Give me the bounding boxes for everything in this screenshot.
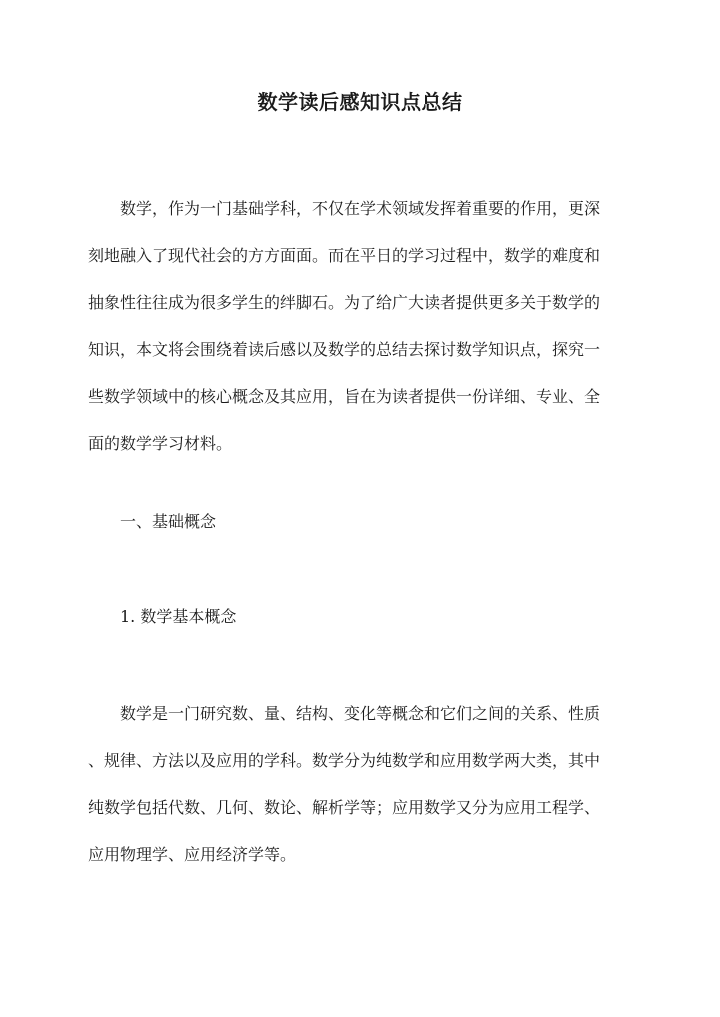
subsection-heading: 1. 数学基本概念 — [120, 607, 237, 626]
body-line-2: 、规律、方法以及应用的学科。数学分为纯数学和应用数学两大类，其中 — [88, 751, 601, 770]
intro-line-3: 抽象性往往成为很多学生的绊脚石。为了给广大读者提供更多关于数学的 — [88, 293, 601, 312]
intro-line-5: 些数学领域中的核心概念及其应用，旨在为读者提供一份详细、专业、全 — [88, 387, 601, 406]
intro-line-2: 刻地融入了现代社会的方方面面。而在平日的学习过程中，数学的难度和 — [88, 246, 601, 265]
intro-line-4: 知识，本文将会围绕着读后感以及数学的总结去探讨数学知识点，探究一 — [88, 340, 601, 359]
body-line-3: 纯数学包括代数、几何、数论、解析学等；应用数学又分为应用工程学、 — [88, 798, 601, 817]
body-paragraph — [88, 690, 633, 878]
intro-line-1: 数学，作为一门基础学科，不仅在学术领域发挥着重要的作用，更深 — [120, 199, 601, 218]
section-heading: 一、基础概念 — [120, 512, 217, 531]
document-title: 数学读后感知识点总结 — [257, 90, 463, 114]
body-line-1: 数学是一门研究数、量、结构、变化等概念和它们之间的关系、性质 — [120, 704, 601, 723]
intro-line-6: 面的数学学习材料。 — [88, 434, 233, 453]
body-line-4: 应用物理学、应用经济学等。 — [88, 845, 297, 864]
intro-paragraph — [88, 185, 633, 467]
